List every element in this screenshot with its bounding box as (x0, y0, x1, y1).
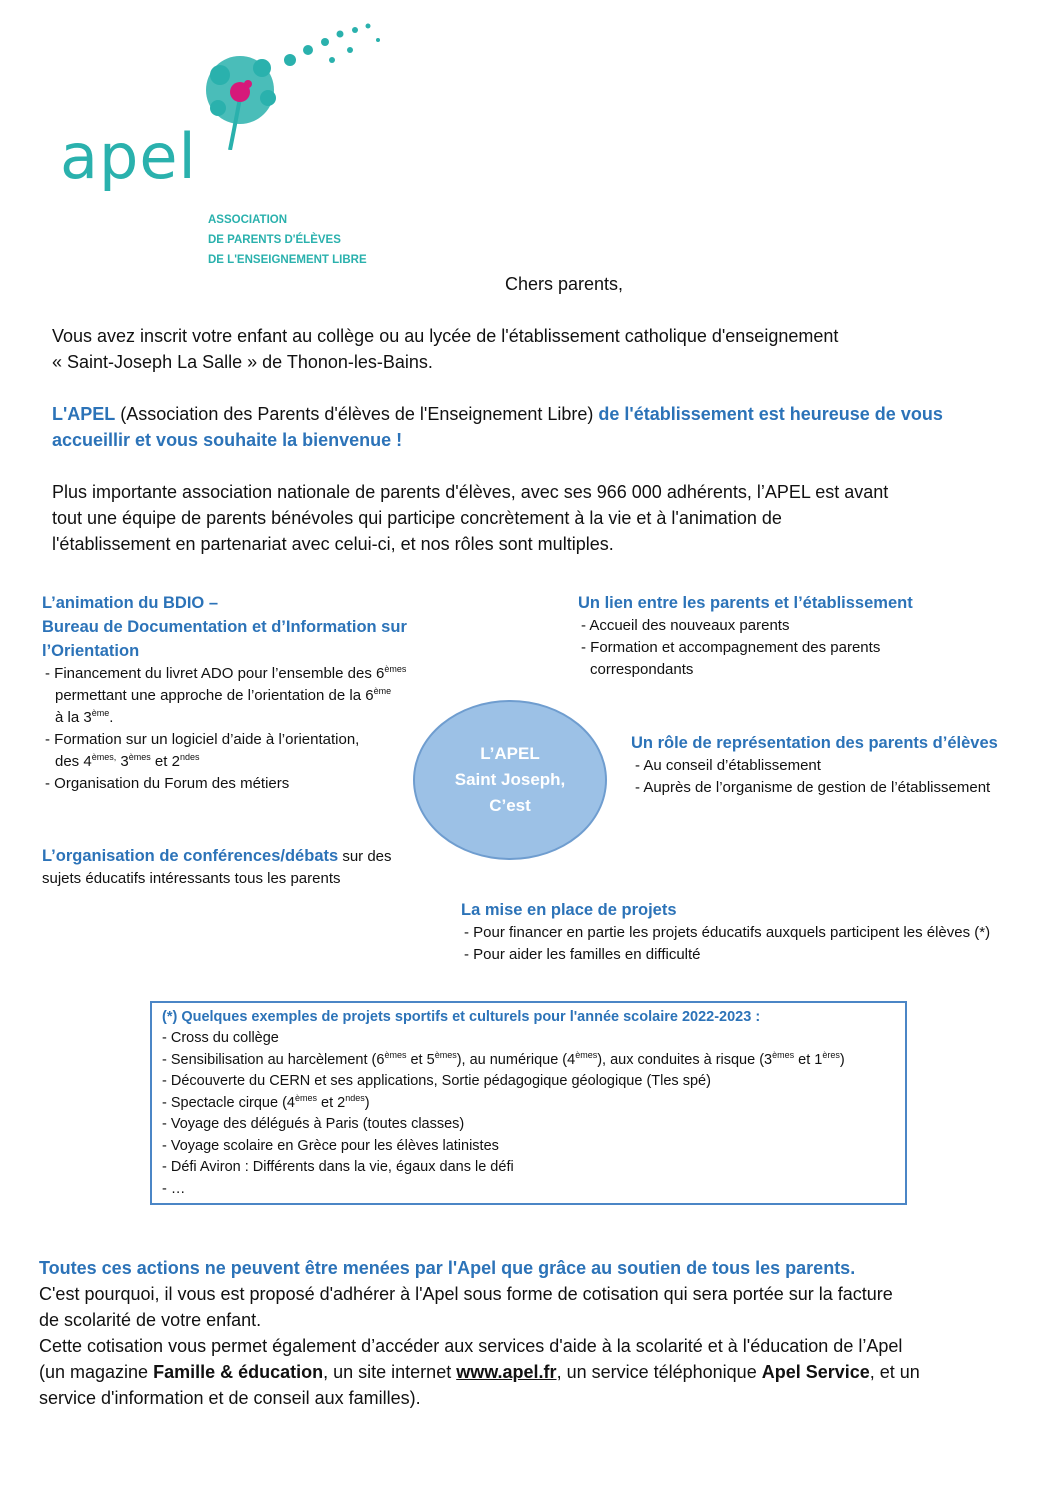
list-item: à la 3ème. (55, 708, 114, 726)
welcome-highlight: accueillir et vous souhaite la bienvenue ! (52, 430, 403, 450)
list-item: - Sensibilisation au harcèlement (6èmes et 5èmes), au numérique (4èmes), aux conduites à risque (3èmes et 1ères) (162, 1049, 845, 1068)
representation-section (631, 731, 1051, 799)
closing-line: C'est pourquoi, il vous est proposé d'adhérer à l'Apel sous forme de cotisation qui sera portée sur la facture (39, 1284, 893, 1304)
logo-line: DE PARENTS D'ÉLÈVES (208, 234, 341, 246)
section-title: L’animation du BDIO – (42, 594, 219, 612)
circle-line: L’APEL (480, 744, 540, 763)
logo-wordmark: apel (60, 120, 197, 193)
list-item: - Découverte du CERN et ses applications, Sortie pédagogique géologique (Tles spé) (162, 1073, 711, 1089)
closing-line: service d'information et de conseil aux familles). (39, 1388, 421, 1408)
list-item: - Voyage scolaire en Grèce pour les élèves latinistes (162, 1137, 499, 1154)
list-item: - Au conseil d’établissement (635, 757, 821, 774)
about-line: Plus importante association nationale de parents d'élèves, avec ses 966 000 adhérents, l’APEL est avant (52, 482, 889, 502)
about-line: l'établissement en partenariat avec celui-ci, et nos rôles sont multiples. (52, 534, 614, 554)
closing-line: Cette cotisation vous permet également d’accéder aux services d'aide à la scolarité et à l'éducation de l’Apel (39, 1336, 903, 1356)
section-title: La mise en place de projets (461, 901, 677, 919)
list-item: - Formation sur un logiciel d’aide à l’orientation, (45, 731, 360, 748)
list-item: permettant une approche de l’orientation de la 6ème (55, 686, 392, 704)
welcome-highlight: de l'établissement est heureuse de vous (598, 404, 943, 424)
welcome-paragraph (52, 401, 1022, 453)
circle-line: Saint Joseph, (454, 770, 566, 789)
list-item: - … (162, 1180, 186, 1197)
apel-logo (60, 20, 380, 270)
list-item: - Pour financer en partie les projets éducatifs auxquels participent les élèves (*) (464, 924, 991, 941)
website-link[interactable]: www.apel.fr (456, 1362, 557, 1382)
closing-highlight: Toutes ces actions ne peuvent être menées par l'Apel que grâce au soutien de tous les parents. (39, 1258, 856, 1278)
list-item: - Pour aider les familles en difficulté (464, 946, 701, 963)
list-item: - Formation et accompagnement des parents (581, 639, 881, 656)
apel-acronym: L'APEL (52, 404, 116, 424)
section-title: Un rôle de représentation des parents d’élèves (631, 734, 998, 752)
list-item: - Défi Aviron : Différents dans la vie, égaux dans le défi (162, 1159, 514, 1175)
magazine-name: Famille & éducation (153, 1362, 324, 1382)
list-item: - Voyage des délégués à Paris (toutes classes) (162, 1116, 465, 1132)
list-item: des $4^{èmes,}$ 3èmes et $2^{ndes}$ (55, 752, 200, 770)
apel-center-circle (413, 700, 607, 860)
logo-line: DE L'ENSEIGNEMENT LIBRE (208, 254, 367, 266)
list-item: - Financement du livret ADO pour l’ensemble des 6èmes (45, 664, 407, 682)
logo-subtitle (208, 210, 367, 270)
section-title: Bureau de Documentation et d’Information sur (42, 618, 407, 636)
list-item: - Spectacle cirque (4èmes et $2^{ndes}$) (162, 1092, 370, 1111)
logo-line: ASSOCIATION (208, 214, 288, 226)
about-line: tout une équipe de parents bénévoles qui participe concrètement à la vie et à l'animation de (52, 508, 782, 528)
section-title: Un lien entre les parents et l’établissement (578, 594, 913, 612)
intro-line: « Saint-Joseph La Salle » de Thonon-les-Bains. (52, 352, 433, 372)
closing-paragraph (39, 1255, 1029, 1411)
dandelion-icon (190, 20, 390, 150)
list-item: correspondants (590, 661, 694, 678)
section-title: L’organisation de conférences/débats (42, 847, 339, 865)
list-item: sujets éducatifs intéressants tous les parents (42, 870, 341, 887)
circle-line: C’est (489, 796, 531, 815)
examples-box (150, 1001, 907, 1205)
closing-line: (un magazine Famille & éducation, un site internet www.apel.fr, un service téléphonique Apel Service, et un (39, 1362, 920, 1382)
closing-line: de scolarité de votre enfant. (39, 1310, 262, 1330)
about-paragraph (52, 479, 1022, 557)
lien-section (578, 591, 1038, 681)
projets-section (461, 898, 1051, 966)
conferences-section: L’organisation de conférences/débats sur des sujets éducatifs intéressants tous les parents (42, 844, 442, 890)
intro-line: Vous avez inscrit votre enfant au collège ou au lycée de l'établissement catholique d'enseignement (52, 326, 839, 346)
phone-service-name: Apel Service (761, 1362, 870, 1382)
greeting: Chers parents, (505, 274, 624, 294)
list-item: - Cross du collège (162, 1030, 279, 1046)
section-title: l’Orientation (42, 642, 140, 660)
list-item: - Auprès de l’organisme de gestion de l’établissement (635, 779, 991, 796)
list-item: - Accueil des nouveaux parents (581, 617, 790, 634)
box-title: (*) Quelques exemples de projets sportifs et culturels pour l'année scolaire 2022-2023 : (162, 1009, 761, 1025)
apel-full-name: (Association des Parents d'élèves de l'Enseignement Libre) (115, 404, 599, 424)
bdio-section (42, 591, 462, 795)
list-item: - Organisation du Forum des métiers (45, 775, 290, 792)
intro-paragraph (52, 323, 1012, 375)
